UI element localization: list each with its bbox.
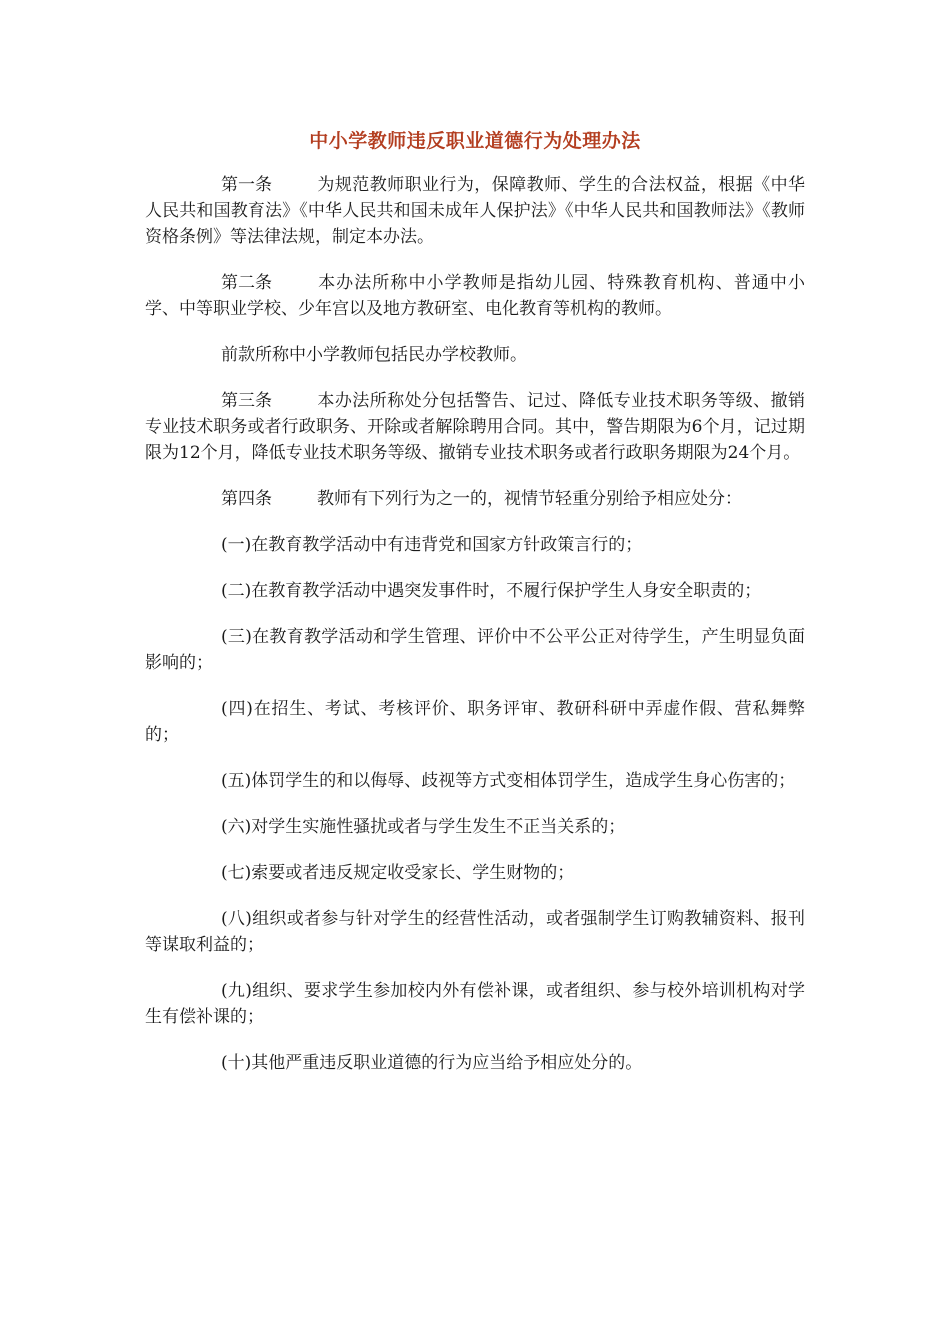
article-2 <box>145 270 805 322</box>
article-1 <box>145 172 805 250</box>
list-item: (五)体罚学生的和以侮辱、歧视等方式变相体罚学生，造成学生身心伤害的； <box>221 771 796 791</box>
article-3 <box>145 388 805 466</box>
article-4 <box>145 486 805 512</box>
article-text: 本办法所称处分包括警告、记过、降低专业技术职务等级、撤销专业技术职务或者行政职务、开除或者解除聘用合同。其中，警告期限为6个月，记过期限为12个月，降低专业技术职务等级、撤销专业技术职务或者行政职务期限为24个月。 <box>145 391 805 463</box>
article-text: 本办法所称中小学教师是指幼儿园、特殊教育机构、普通中小学、中等职业学校、少年宫以及地方教研室、电化教育等机构的教师。 <box>145 273 805 319</box>
list-item: (六)对学生实施性骚扰或者与学生发生不正当关系的； <box>221 817 626 837</box>
list-item: (三)在教育教学活动和学生管理、评价中不公平公正对待学生，产生明显负面影响的； <box>145 627 805 673</box>
list-item: (八)组织或者参与针对学生的经营性活动，或者强制学生订购教辅资料、报刊等谋取利益的； <box>145 909 805 955</box>
document-body <box>145 172 805 1096</box>
article-text: 前款所称中小学教师包括民办学校教师。 <box>221 345 527 365</box>
article-number: 第二条 <box>221 273 272 293</box>
article-number: 第四条 <box>221 489 272 509</box>
article-text: 教师有下列行为之一的，视情节轻重分别给予相应处分： <box>317 489 742 509</box>
list-item: (二)在教育教学活动中遇突发事件时，不履行保护学生人身安全职责的； <box>221 581 762 601</box>
document-title: 中小学教师违反职业道德行为处理办法 <box>309 130 641 152</box>
list-item: (九)组织、要求学生参加校内外有偿补课，或者组织、参与校外培训机构对学生有偿补课的； <box>145 981 805 1027</box>
list-item: (四)在招生、考试、考核评价、职务评审、教研科研中弄虚作假、营私舞弊的； <box>145 699 805 745</box>
list-item: (一)在教育教学活动中有违背党和国家方针政策言行的； <box>221 535 643 555</box>
list-item: (十)其他严重违反职业道德的行为应当给予相应处分的。 <box>221 1053 643 1073</box>
article-text: 为规范教师职业行为，保障教师、学生的合法权益，根据《中华人民共和国教育法》《中华人民共和国未成年人保护法》《中华人民共和国教师法》《教师资格条例》等法律法规，制定本办法。 <box>145 175 805 247</box>
article-2-supplement <box>145 342 805 368</box>
list-item: (七)索要或者违反规定收受家长、学生财物的； <box>221 863 575 883</box>
article-number: 第一条 <box>221 175 272 195</box>
article-number: 第三条 <box>221 391 272 411</box>
